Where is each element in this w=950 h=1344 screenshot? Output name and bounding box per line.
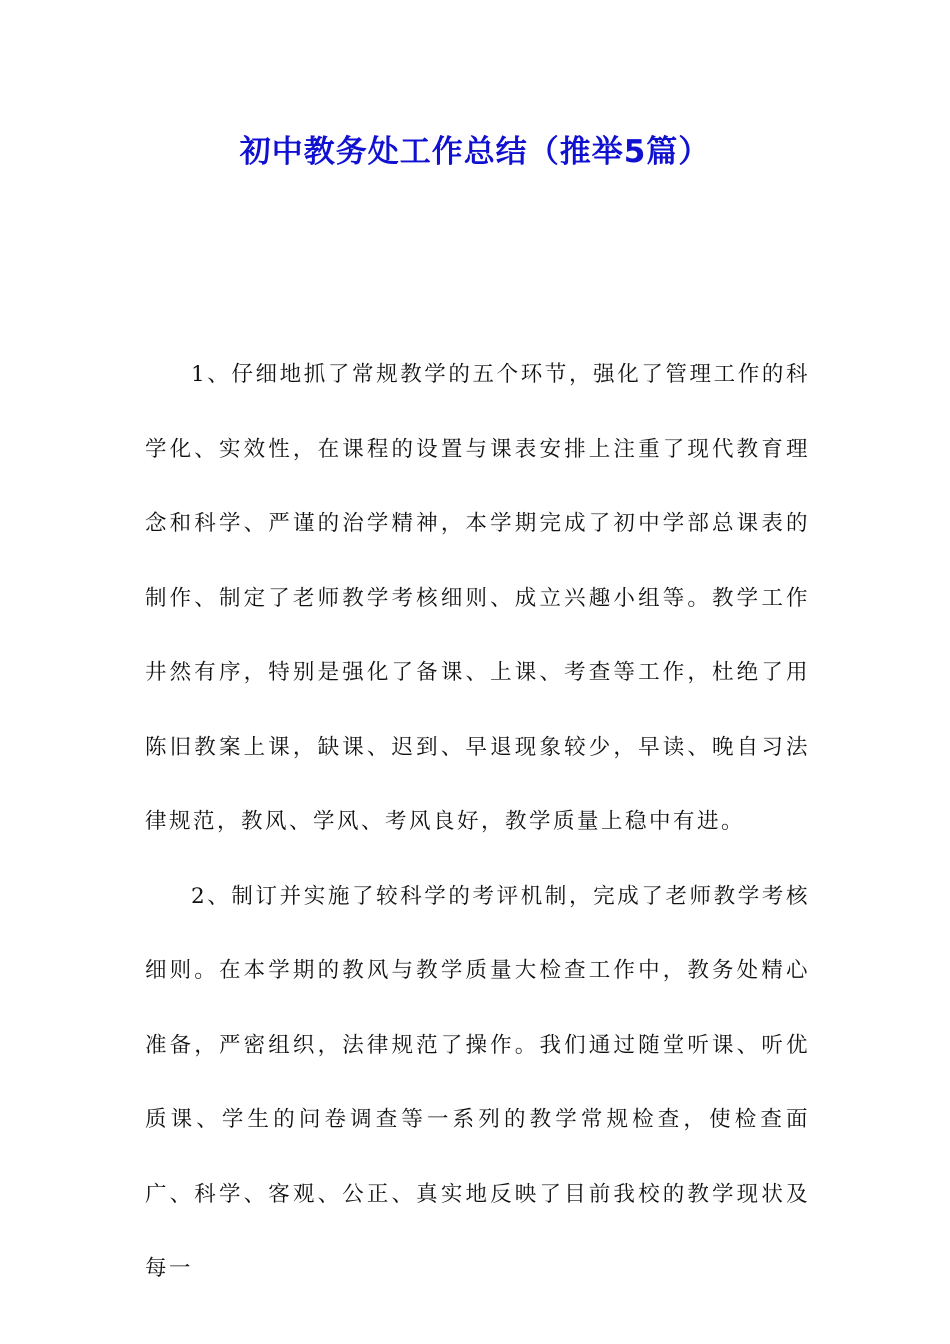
document-body — [145, 338, 810, 1307]
paragraph-1: 1、仔细地抓了常规教学的五个环节，强化了管理工作的科学化、实效性，在课程的设置与课表安排上注重了现代教育理念和科学、严谨的治学精神，本学期完成了初中学部总课表的制作、制定了老师教学考核细则、成立兴趣小组等。教学工作井然有序，特别是强化了备课、上课、考查等工作，杜绝了用陈旧教案上课，缺课、迟到、早退现象较少，早读、晚自习法律规范，教风、学风、考风良好，教学质量上稳中有进。 — [145, 362, 810, 834]
document-title: 初中教务处工作总结（推举5篇） — [239, 134, 711, 170]
paragraph-2: 2、制订并实施了较科学的考评机制，完成了老师教学考核细则。在本学期的教风与教学质量大检查工作中，教务处精心准备，严密组织，法律规范了操作。我们通过随堂听课、听优质课、学生的问卷调查等一系列的教学常规检查，使检查面广、科学、客观、公正、真实地反映了目前我校的教学现状及每一 — [145, 883, 810, 1281]
